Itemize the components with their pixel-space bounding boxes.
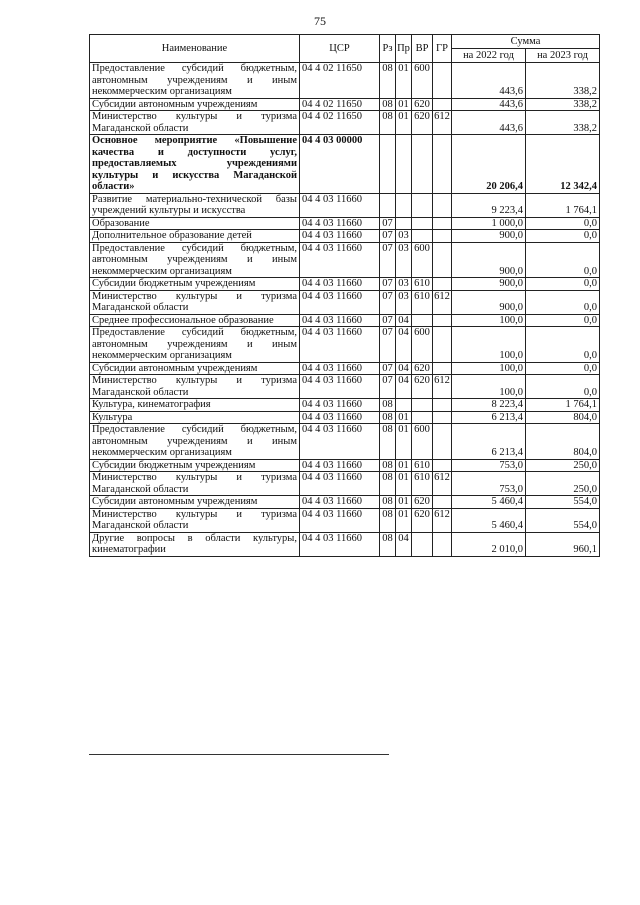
row-rz: 07 [380, 242, 396, 278]
row-name: Развитие материально-технической базы учреждений культуры и искусства [90, 193, 300, 217]
table-row [90, 399, 600, 412]
header-rz: Рз [380, 35, 396, 63]
row-name: Предоставление субсидий бюджетным, автономным учреждениям и иным некоммерческим организациям [90, 424, 300, 460]
row-gr [433, 217, 452, 230]
row-pr: 01 [396, 63, 412, 99]
table-row [90, 411, 600, 424]
header-csr: ЦСР [300, 35, 380, 63]
row-csr: 04 4 03 11660 [300, 327, 380, 363]
row-sum-2022: 900,0 [452, 278, 526, 291]
row-sum-2023: 0,0 [526, 362, 600, 375]
table-row [90, 472, 600, 496]
table-row [90, 135, 600, 194]
row-vr [412, 399, 433, 412]
row-sum-2022: 6 213,4 [452, 424, 526, 460]
row-sum-2022: 443,6 [452, 111, 526, 135]
row-csr: 04 4 03 11660 [300, 362, 380, 375]
row-csr: 04 4 02 11650 [300, 111, 380, 135]
row-sum-2022: 753,0 [452, 459, 526, 472]
row-gr: 612 [433, 290, 452, 314]
row-gr [433, 327, 452, 363]
table-row [90, 459, 600, 472]
row-csr: 04 4 03 11660 [300, 411, 380, 424]
row-name: Другие вопросы в области культуры, кинематографии [90, 532, 300, 556]
row-vr: 610 [412, 290, 433, 314]
header-2023: на 2023 год [526, 49, 600, 63]
row-gr [433, 362, 452, 375]
row-sum-2022: 5 460,4 [452, 508, 526, 532]
row-sum-2022: 20 206,4 [452, 135, 526, 194]
row-sum-2022: 100,0 [452, 362, 526, 375]
row-rz: 07 [380, 278, 396, 291]
row-name: Культура, кинематография [90, 399, 300, 412]
row-pr: 01 [396, 111, 412, 135]
table-row [90, 532, 600, 556]
table-row [90, 327, 600, 363]
row-gr [433, 278, 452, 291]
row-vr: 620 [412, 508, 433, 532]
row-csr: 04 4 03 11660 [300, 290, 380, 314]
row-csr: 04 4 03 11660 [300, 217, 380, 230]
row-gr [433, 424, 452, 460]
table-row [90, 424, 600, 460]
row-pr: 03 [396, 230, 412, 243]
row-gr [433, 193, 452, 217]
row-gr [433, 459, 452, 472]
row-gr [433, 496, 452, 509]
budget-table [89, 34, 600, 557]
row-vr [412, 532, 433, 556]
row-pr [396, 193, 412, 217]
table-row [90, 193, 600, 217]
row-vr [412, 411, 433, 424]
table-row [90, 230, 600, 243]
row-sum-2022: 100,0 [452, 375, 526, 399]
row-sum-2023: 804,0 [526, 424, 600, 460]
row-vr [412, 193, 433, 217]
row-sum-2023: 0,0 [526, 217, 600, 230]
row-sum-2022: 6 213,4 [452, 411, 526, 424]
row-sum-2023: 804,0 [526, 411, 600, 424]
row-rz [380, 193, 396, 217]
row-sum-2023: 0,0 [526, 290, 600, 314]
row-gr: 612 [433, 375, 452, 399]
header-gr: ГР [433, 35, 452, 63]
row-csr: 04 4 03 11660 [300, 230, 380, 243]
row-rz: 08 [380, 98, 396, 111]
row-pr [396, 135, 412, 194]
row-name: Министерство культуры и туризма Магаданской области [90, 111, 300, 135]
row-pr [396, 399, 412, 412]
table-row [90, 63, 600, 99]
table-row [90, 496, 600, 509]
row-gr [433, 135, 452, 194]
row-gr [433, 63, 452, 99]
row-sum-2022: 100,0 [452, 314, 526, 327]
table-row [90, 362, 600, 375]
table-header-row [90, 35, 600, 49]
row-csr: 04 4 03 11660 [300, 242, 380, 278]
row-name: Субсидии бюджетным учреждениям [90, 278, 300, 291]
row-sum-2023: 0,0 [526, 375, 600, 399]
row-sum-2023: 338,2 [526, 111, 600, 135]
row-sum-2023: 0,0 [526, 278, 600, 291]
header-pr: Пр [396, 35, 412, 63]
row-gr [433, 98, 452, 111]
row-sum-2022: 9 223,4 [452, 193, 526, 217]
row-vr [412, 230, 433, 243]
row-name: Предоставление субсидий бюджетным, автономным учреждениям и иным некоммерческим организациям [90, 327, 300, 363]
row-rz: 08 [380, 508, 396, 532]
row-csr: 04 4 03 11660 [300, 472, 380, 496]
row-pr: 03 [396, 278, 412, 291]
row-sum-2023: 0,0 [526, 230, 600, 243]
row-rz: 07 [380, 314, 396, 327]
row-csr: 04 4 03 11660 [300, 193, 380, 217]
row-gr [433, 230, 452, 243]
row-csr: 04 4 03 11660 [300, 399, 380, 412]
row-vr [412, 314, 433, 327]
row-rz: 07 [380, 375, 396, 399]
row-vr: 600 [412, 63, 433, 99]
row-vr [412, 135, 433, 194]
row-name: Субсидии автономным учреждениям [90, 362, 300, 375]
row-sum-2022: 900,0 [452, 290, 526, 314]
row-rz: 08 [380, 496, 396, 509]
row-gr: 612 [433, 111, 452, 135]
row-rz: 07 [380, 362, 396, 375]
row-gr [433, 314, 452, 327]
table-row [90, 314, 600, 327]
row-vr: 620 [412, 375, 433, 399]
row-sum-2023: 0,0 [526, 327, 600, 363]
row-sum-2022: 900,0 [452, 230, 526, 243]
row-pr: 04 [396, 314, 412, 327]
row-name: Субсидии автономным учреждениям [90, 496, 300, 509]
row-csr: 04 4 02 11650 [300, 98, 380, 111]
header-vr: ВР [412, 35, 433, 63]
header-2022: на 2022 год [452, 49, 526, 63]
page-number: 75 [314, 14, 326, 28]
row-pr: 04 [396, 327, 412, 363]
row-gr: 612 [433, 472, 452, 496]
row-csr: 04 4 03 11660 [300, 278, 380, 291]
table-row [90, 278, 600, 291]
row-pr: 04 [396, 532, 412, 556]
row-rz [380, 135, 396, 194]
row-name: Культура [90, 411, 300, 424]
row-sum-2022: 443,6 [452, 98, 526, 111]
row-sum-2022: 8 223,4 [452, 399, 526, 412]
row-gr: 612 [433, 508, 452, 532]
row-csr: 04 4 03 00000 [300, 135, 380, 194]
table-row [90, 375, 600, 399]
row-sum-2022: 900,0 [452, 242, 526, 278]
row-rz: 08 [380, 411, 396, 424]
row-pr: 01 [396, 411, 412, 424]
table-row [90, 111, 600, 135]
row-rz: 08 [380, 472, 396, 496]
row-gr [433, 532, 452, 556]
row-sum-2023: 338,2 [526, 98, 600, 111]
row-csr: 04 4 03 11660 [300, 459, 380, 472]
row-vr: 600 [412, 327, 433, 363]
row-rz: 08 [380, 111, 396, 135]
header-name: Наименование [90, 35, 300, 63]
row-pr: 03 [396, 242, 412, 278]
row-name: Предоставление субсидий бюджетным, автономным учреждениям и иным некоммерческим организациям [90, 242, 300, 278]
row-name: Дополнительное образование детей [90, 230, 300, 243]
table-row [90, 217, 600, 230]
row-sum-2023: 960,1 [526, 532, 600, 556]
row-rz: 08 [380, 399, 396, 412]
row-sum-2023: 1 764,1 [526, 193, 600, 217]
row-sum-2022: 5 460,4 [452, 496, 526, 509]
row-name: Министерство культуры и туризма Магаданской области [90, 472, 300, 496]
row-vr: 600 [412, 424, 433, 460]
row-name: Министерство культуры и туризма Магаданской области [90, 508, 300, 532]
row-rz: 08 [380, 63, 396, 99]
row-csr: 04 4 03 11660 [300, 532, 380, 556]
row-sum-2022: 1 000,0 [452, 217, 526, 230]
row-vr: 610 [412, 278, 433, 291]
row-name: Субсидии автономным учреждениям [90, 98, 300, 111]
row-csr: 04 4 03 11660 [300, 508, 380, 532]
row-name: Субсидии бюджетным учреждениям [90, 459, 300, 472]
row-name: Основное мероприятие «Повышение качества и доступности услуг, предоставляемых учреждениями культуры и искусства Магаданской области» [90, 135, 300, 194]
row-sum-2023: 0,0 [526, 314, 600, 327]
row-pr: 04 [396, 362, 412, 375]
row-csr: 04 4 03 11660 [300, 424, 380, 460]
row-sum-2022: 2 010,0 [452, 532, 526, 556]
row-pr: 01 [396, 424, 412, 460]
table-row [90, 242, 600, 278]
row-csr: 04 4 03 11660 [300, 375, 380, 399]
row-vr: 620 [412, 98, 433, 111]
row-vr [412, 217, 433, 230]
row-name: Министерство культуры и туризма Магаданской области [90, 375, 300, 399]
row-sum-2023: 554,0 [526, 508, 600, 532]
row-rz: 07 [380, 290, 396, 314]
row-sum-2022: 753,0 [452, 472, 526, 496]
row-sum-2022: 100,0 [452, 327, 526, 363]
row-sum-2023: 554,0 [526, 496, 600, 509]
row-sum-2023: 250,0 [526, 459, 600, 472]
row-rz: 07 [380, 327, 396, 363]
row-rz: 08 [380, 532, 396, 556]
table-body [90, 63, 600, 557]
row-sum-2023: 0,0 [526, 242, 600, 278]
table-row [90, 508, 600, 532]
row-name: Среднее профессиональное образование [90, 314, 300, 327]
row-gr [433, 411, 452, 424]
row-vr: 610 [412, 472, 433, 496]
row-vr: 620 [412, 496, 433, 509]
row-rz: 08 [380, 424, 396, 460]
table-row [90, 290, 600, 314]
row-pr: 01 [396, 98, 412, 111]
row-name: Предоставление субсидий бюджетным, автономным учреждениям и иным некоммерческим организациям [90, 63, 300, 99]
row-vr: 620 [412, 111, 433, 135]
row-rz: 07 [380, 230, 396, 243]
row-pr [396, 217, 412, 230]
row-pr: 01 [396, 496, 412, 509]
row-vr: 620 [412, 362, 433, 375]
row-vr: 600 [412, 242, 433, 278]
row-pr: 01 [396, 459, 412, 472]
header-sum: Сумма [452, 35, 600, 49]
row-name: Министерство культуры и туризма Магаданской области [90, 290, 300, 314]
row-rz: 07 [380, 217, 396, 230]
row-pr: 03 [396, 290, 412, 314]
row-sum-2023: 12 342,4 [526, 135, 600, 194]
table-row [90, 98, 600, 111]
row-csr: 04 4 03 11660 [300, 314, 380, 327]
row-sum-2023: 338,2 [526, 63, 600, 99]
row-pr: 01 [396, 508, 412, 532]
row-sum-2023: 1 764,1 [526, 399, 600, 412]
row-vr: 610 [412, 459, 433, 472]
row-gr [433, 242, 452, 278]
row-csr: 04 4 03 11660 [300, 496, 380, 509]
row-pr: 04 [396, 375, 412, 399]
row-rz: 08 [380, 459, 396, 472]
row-csr: 04 4 02 11650 [300, 63, 380, 99]
footnote-divider [89, 754, 389, 755]
row-gr [433, 399, 452, 412]
row-pr: 01 [396, 472, 412, 496]
row-sum-2022: 443,6 [452, 63, 526, 99]
row-name: Образование [90, 217, 300, 230]
row-sum-2023: 250,0 [526, 472, 600, 496]
